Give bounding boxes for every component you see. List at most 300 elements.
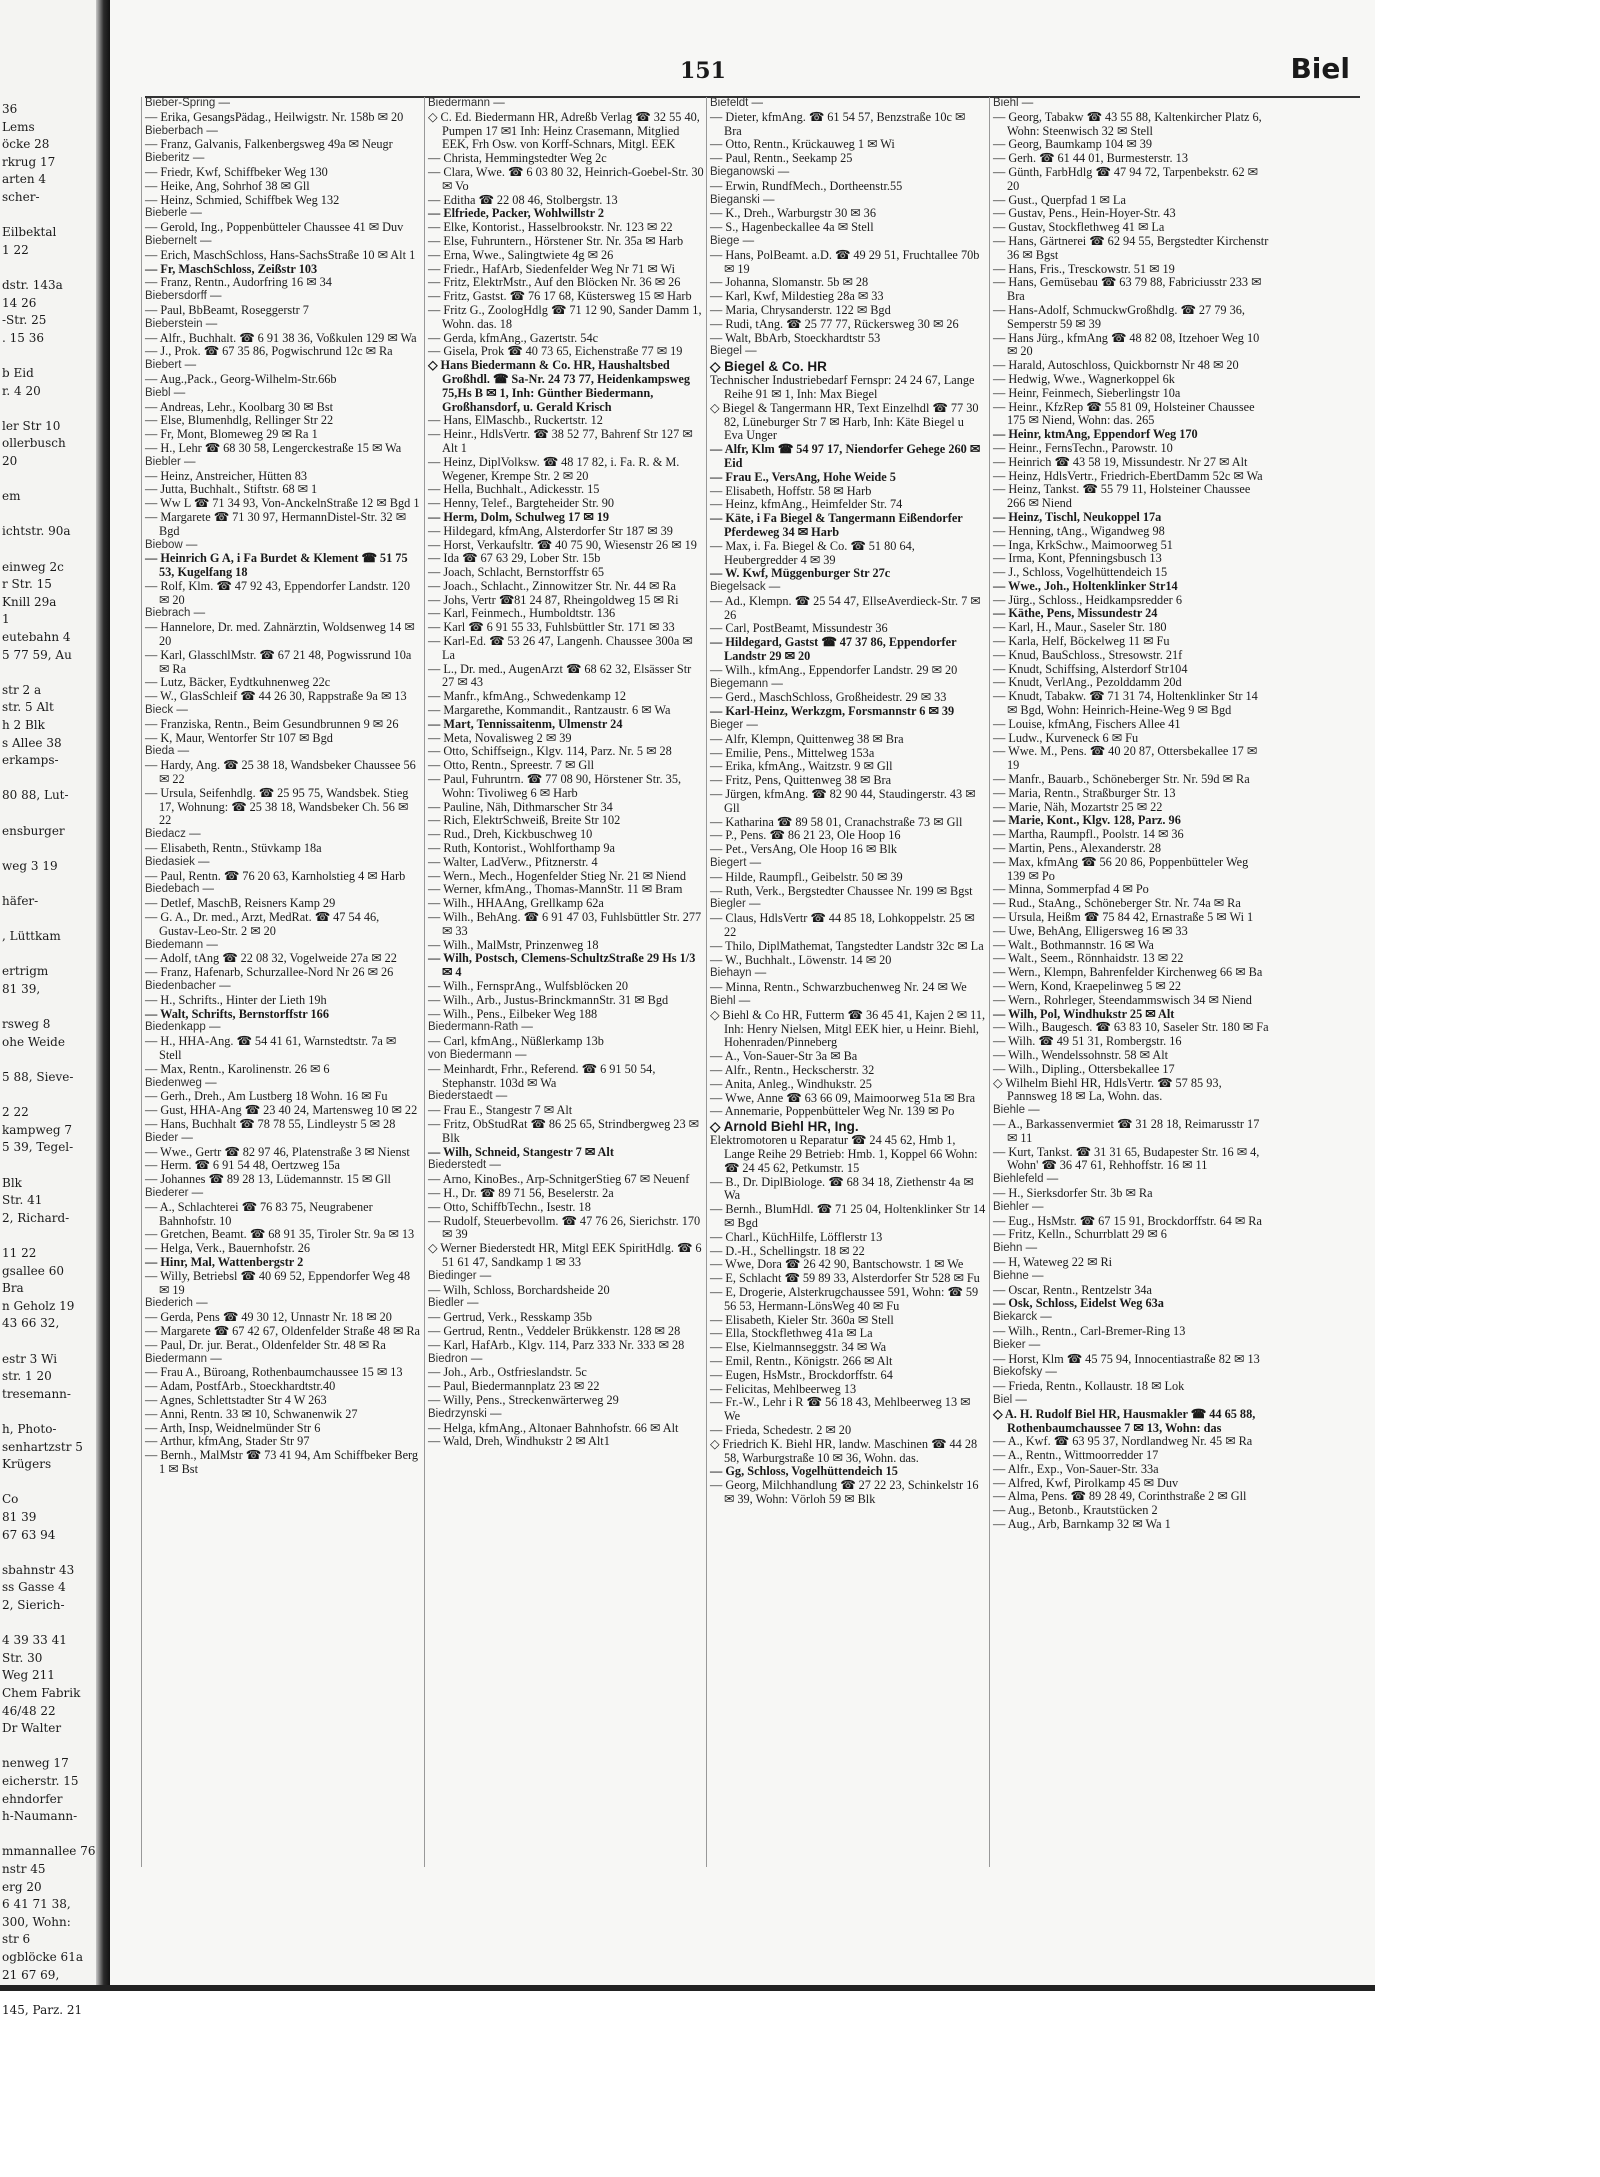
- directory-entry: — Ruth, Verk., Bergstedter Chaussee Nr. 199 ✉ Bgst: [710, 883, 973, 898]
- directory-entry: — H., HHA-Ang. ☎ 54 41 61, Warnstedtstr. 7a ✉ Stell: [145, 1034, 397, 1062]
- directory-entry: — Frieda, Schedestr. 2 ✉ 20: [710, 1422, 852, 1437]
- directory-entry: — Rudolf, Steuerbevollm. ☎ 47 76 26, Sierichstr. 170 ✉ 39: [428, 1213, 701, 1242]
- directory-entry: — Heinr, Feinmech, Sieberlingstr 10a: [993, 385, 1181, 400]
- left-page-line: 46/48 22: [2, 1703, 56, 1718]
- left-page-line: 81 39: [2, 1510, 37, 1524]
- directory-entry: — Heinr, ktmAng, Eppendorf Weg 170: [993, 427, 1198, 442]
- left-page-line: 6 41 71 38,: [2, 1897, 71, 1912]
- directory-entry: — Wilh, Pol, Windhukstr 25 ✉ Alt: [993, 1006, 1175, 1021]
- directory-entry: — Else, Fuhruntern., Hörstener Str. Nr. 35a ✉ Harb: [428, 233, 684, 248]
- directory-entry: — Alfr., Exp., Von-Sauer-Str. 33a: [993, 1461, 1159, 1476]
- directory-entry: — Pauline, Näh, Dithmarscher Str 34: [428, 799, 613, 814]
- directory-entry: — Knudt, Schiffsing, Alsterdorf Str104: [993, 661, 1188, 676]
- directory-entry: — Heinz, Anstreicher, Hütten 83: [145, 468, 308, 483]
- directory-entry: — Gg, Schloss, Vogelhüttendeich 15: [710, 1464, 898, 1479]
- directory-entry: — Karla, Helf, Böckelweg 11 ✉ Fu: [993, 634, 1170, 649]
- left-page-line: 11 22: [2, 1246, 37, 1260]
- directory-entry: Biedenkapp —: [145, 1021, 221, 1034]
- left-page-line: h, Photo-: [2, 1422, 57, 1436]
- directory-entry: Biehle —: [993, 1104, 1040, 1117]
- directory-entry: — Helga, kfmAng., Altonaer Bahnhofstr. 66 ✉ Alt: [428, 1420, 679, 1435]
- directory-entry: — K., Dreh., Warburgstr 30 ✉ 36: [710, 206, 876, 221]
- directory-entry: — Alfr, Klm ☎ 54 97 17, Niendorfer Gehege 260 ✉ Eid: [710, 442, 981, 470]
- directory-entry: — W. Kwf, Müggenburger Str 27c: [710, 566, 891, 581]
- left-page-line: s Allee 38: [2, 735, 62, 750]
- directory-entry: — Carl, PostBeamt, Missundestr 36: [710, 621, 888, 636]
- directory-entry: — Detlef, MaschB, Reisners Kamp 29: [145, 896, 336, 911]
- directory-entry: — Wilh., Baugesch. ☎ 63 83 10, Saseler Str. 180 ✉ Fa: [993, 1020, 1269, 1035]
- directory-entry: — Gerold, Ing., Poppenbütteler Chaussee 41 ✉ Duv: [145, 220, 404, 235]
- directory-entry: Biedasiek —: [145, 855, 210, 868]
- directory-entry: — Ella, Stockflethweg 41a ✉ La: [710, 1326, 873, 1341]
- left-page-line: ichtstr. 90a: [2, 524, 71, 539]
- directory-entry: — Heinrich ☎ 43 58 19, Missundestr. Nr 27 ✉ Alt: [993, 454, 1248, 469]
- left-page-line: 81 39,: [2, 982, 41, 996]
- left-page-line: Dr Walter: [2, 1721, 62, 1736]
- directory-entry: — Marie, Kont., Klgv. 128, Parz. 96: [993, 813, 1181, 828]
- directory-entry: — E, Schlacht ☎ 59 89 33, Alsterdorfer Str 528 ✉ Fu: [710, 1271, 980, 1286]
- directory-entry: Biebler —: [145, 455, 196, 468]
- directory-entry: — Karl, HafArb., Klgv. 114, Parz 333 Nr. 333 ✉ 28: [428, 1337, 685, 1352]
- directory-entry: — Elfriede, Packer, Wohlwillstr 2: [428, 206, 605, 221]
- directory-entry: — Rud., StaAng., Schöneberger Str. Nr. 74a ✉ Ra: [993, 896, 1241, 911]
- directory-entry: — Eug., HsMstr. ☎ 67 15 91, Brockdorffstr. 64 ✉ Ra: [993, 1213, 1262, 1228]
- directory-entry: — Hans, Gemüsebau ☎ 63 79 88, Fabriciusstr 233 ✉ Bra: [993, 275, 1262, 304]
- directory-entry: ◇ A. H. Rudolf Biel HR, Hausmakler ☎ 44 65 88, Rothenbaumchaussee 7 ✉ 13, Wohn: das: [993, 1406, 1256, 1435]
- left-page-line: gsallee 60: [2, 1263, 64, 1278]
- directory-entry: — Christa, Hemmingstedter Weg 2c: [428, 151, 607, 166]
- directory-entry: — Frau A., Büroang, Rothenbaumchaussee 15 ✉ 13: [145, 1365, 403, 1380]
- directory-entry: — Arno, KinoBes., Arp-SchnitgerStieg 67 ✉ Neuenf: [428, 1172, 690, 1187]
- directory-entry: — Wilh., Wendelssohnstr. 58 ✉ Alt: [993, 1047, 1169, 1062]
- directory-entry: — S., Hagenbeckallee 4a ✉ Stell: [710, 220, 874, 235]
- directory-entry: — Heinz, Schmied, Schiffbek Weg 132: [145, 192, 340, 207]
- directory-entry: — Hans-Adolf, SchmuckwGroßhdlg. ☎ 27 79 36, Semperstr 59 ✉ 39: [993, 302, 1246, 331]
- directory-entry: Biehler —: [993, 1200, 1044, 1213]
- directory-entry: — Fr.-W., Lehr i R ☎ 56 18 43, Mehlbeerweg 13 ✉ We: [710, 1395, 971, 1424]
- left-page-line: estr 3 Wi: [2, 1351, 58, 1366]
- directory-entry: — Lutz, Bäcker, Eydtkuhnenweg 22c: [145, 675, 331, 690]
- directory-entry: — Alfred, Kwf, Pirolkamp 45 ✉ Duv: [993, 1475, 1179, 1490]
- directory-entry: — Otto, Rentn., Krückauweg 1 ✉ Wi: [710, 137, 895, 152]
- directory-entry: Biehl —: [710, 995, 751, 1007]
- left-page-line: 14 26: [2, 295, 37, 310]
- directory-entry: — Osk, Schloss, Eidelst Weg 63a: [993, 1296, 1164, 1311]
- directory-entry: — Erika, GesangsPädag., Heilwigstr. Nr. 158b ✉ 20: [145, 109, 404, 124]
- directory-entry: — Wwe. M., Pens. ☎ 40 20 87, Ottersbekallee 17 ✉ 19: [993, 744, 1258, 773]
- left-page-line: str 2 a: [2, 682, 42, 697]
- directory-entry: Bieker —: [993, 1338, 1041, 1351]
- directory-entry: — Wilh., HHAAng, Grellkamp 62a: [428, 896, 604, 911]
- left-page-line: einweg 2c: [2, 559, 64, 574]
- directory-entry: — Andreas, Lehr., Koolbarg 30 ✉ Bst: [145, 399, 334, 414]
- directory-entry: — Ursula, Heißm ☎ 75 84 42, Ernastraße 5 ✉ Wi 1: [993, 910, 1254, 925]
- right-page: [110, 0, 1375, 1985]
- left-page-line: Weg 211: [2, 1668, 55, 1683]
- directory-entry: — Martin, Pens., Alexanderstr. 28: [993, 841, 1162, 856]
- directory-entry: — Louise, kfmAng, Fischers Allee 41: [993, 716, 1181, 731]
- directory-entry: — Karl-Ed. ☎ 53 26 47, Langenh. Chaussee 300a ✉ La: [428, 634, 693, 662]
- directory-entry: — Wwe., Joh., Holtenklinker Str14: [993, 578, 1178, 593]
- directory-entry: — Kurt, Tankst. ☎ 31 31 65, Budapester Str. 16 ✉ 4, Wohn' ☎ 36 47 61, Rehhoffstr. 16 ✉ 11: [993, 1144, 1260, 1173]
- left-page-line: ensburger: [2, 823, 65, 838]
- directory-entry: — Käte, i Fa Biegel & Tangermann Eißendorfer Pferdeweg 34 ✉ Harb: [710, 511, 963, 539]
- directory-entry: — Minna, Rentn., Schwarzbuchenweg Nr. 24 ✉ We: [710, 980, 967, 995]
- left-page-line: kampweg 7: [2, 1122, 72, 1137]
- directory-entry: — Oscar, Rentn., Rentzelstr 34a: [993, 1282, 1152, 1297]
- directory-entry: — Paul, Fuhruntrn. ☎ 77 08 90, Hörstener Str. 35, Wohn: Tivoliweg 6 ✉ Harb: [428, 772, 682, 800]
- column-4: [993, 97, 1269, 1867]
- directory-entry: — Aug., Betonb., Krautstücken 2: [993, 1503, 1158, 1518]
- directory-entry: Biel —: [993, 1393, 1027, 1406]
- directory-entry: — Gust, HHA-Ang ☎ 23 40 24, Martensweg 10 ✉ 22: [145, 1103, 418, 1118]
- directory-entry: — Fr, MaschSchloss, Zeißstr 103: [145, 261, 318, 276]
- directory-entry: — Heinz, Tischl, Neukoppel 17a: [993, 509, 1162, 524]
- left-page-line: 5 39, Tegel-: [2, 1140, 74, 1155]
- directory-entry: — Paul, Rentn. ☎ 76 20 63, Karnholstieg 4 ✉ Harb: [145, 868, 406, 883]
- left-page-line: rsweg 8: [2, 1017, 51, 1032]
- directory-entry: — A., Von-Sauer-Str 3a ✉ Ba: [710, 1049, 858, 1064]
- left-page-line: ertrigm: [2, 964, 49, 979]
- directory-entry: — H, Wateweg 22 ✉ Ri: [993, 1254, 1113, 1269]
- left-page-line: sbahnstr 43: [2, 1562, 75, 1577]
- left-page-line: ollerbusch: [2, 436, 66, 451]
- directory-entry: — Friedr., HafArb, Siedenfelder Weg Nr 71 ✉ Wi: [428, 261, 676, 276]
- directory-entry: Biedler —: [428, 1297, 479, 1310]
- directory-entry: — Else, Blumenhdlg, Rellinger Str 22: [145, 413, 334, 428]
- directory-entry: — Gisela, Prok ☎ 40 73 65, Eichenstraße 77 ✉ 19: [428, 344, 683, 359]
- left-page-line: erg 20: [2, 1879, 42, 1894]
- directory-entry: — Marie, Näh, Mozartstr 25 ✉ 22: [993, 799, 1163, 814]
- directory-entry: — Adolf, tAng ☎ 22 08 32, Vogelweide 27a ✉ 22: [145, 951, 397, 966]
- directory-entry: — Agnes, Schlettstadter Str 4 W 263: [145, 1392, 327, 1407]
- directory-entry: Bieger —: [710, 719, 758, 732]
- directory-entry: — Erika, kfmAng., Waitzstr. 9 ✉ Gll: [710, 759, 893, 774]
- directory-entry: — Käthe, Pens, Missundestr 24: [993, 606, 1158, 621]
- left-page-line: 5 88, Sieve-: [2, 1070, 74, 1084]
- directory-entry: — Manfr., Bauarb., Schöneberger Str. Nr. 59d ✉ Ra: [993, 772, 1250, 787]
- left-page-line: em: [2, 489, 21, 504]
- directory-entry: Bieberbach —: [145, 124, 218, 137]
- directory-entry: — Gerh., Dreh., Am Lustberg 18 Wohn. 16 ✉ Fu: [145, 1089, 388, 1104]
- directory-entry: — Anita, Anleg., Windhukstr. 25: [710, 1076, 872, 1091]
- directory-entry: — Wwe, Dora ☎ 26 42 90, Bantschowstr. 1 ✉ We: [710, 1257, 964, 1272]
- directory-entry: Biedebach —: [145, 883, 215, 896]
- directory-entry: — Erna, Wwe., Salingtwiete 4g ✉ 26: [428, 247, 614, 262]
- directory-entry: — Rud., Dreh, Kickbuschweg 10: [428, 827, 593, 842]
- directory-entry: — Elke, Kontorist., Hasselbrookstr. Nr. 123 ✉ 22: [428, 220, 673, 235]
- directory-entry: Biehlefeld —: [993, 1173, 1059, 1186]
- directory-entry: — Paul, Dr. jur. Berat., Oldenfelder Str. 48 ✉ Ra: [145, 1337, 386, 1352]
- directory-entry: — Knudt, VerlAng., Pezolddamm 20d: [993, 675, 1182, 690]
- directory-entry: — Bernh., BlumHdl. ☎ 71 25 04, Holtenklinker Str 14 ✉ Bgd: [710, 1202, 986, 1230]
- directory-entry: — Adam, PostfArb., Stoeckhardtstr.40: [145, 1379, 336, 1394]
- directory-entry: — Hans, Fris., Tresckowstr. 51 ✉ 19: [993, 261, 1175, 276]
- left-page-line: 20: [2, 454, 18, 468]
- directory-entry: — Minna, Sommerpfad 4 ✉ Po: [993, 882, 1149, 897]
- directory-entry: — Friedr, Kwf, Schiffbeker Weg 130: [145, 164, 328, 179]
- directory-entry: — Gust., Querpfad 1 ✉ La: [993, 192, 1126, 207]
- left-page-line: ehndorfer: [2, 1791, 63, 1806]
- directory-entry: — Gertrud, Rentn., Veddeler Brükkenstr. 128 ✉ 28: [428, 1323, 681, 1338]
- left-page-line: mmannallee 76: [2, 1844, 96, 1859]
- directory-entry: — Joach., Schlacht., Zinnowitzer Str. Nr. 44 ✉ Ra: [428, 578, 677, 593]
- left-page-line: Str. 30: [2, 1650, 43, 1665]
- directory-entry: — Gerda, kfmAng., Gazertstr. 54c: [428, 330, 599, 345]
- left-page-line: scher-: [2, 190, 40, 204]
- column-3: [710, 97, 986, 1867]
- left-page-line: 80 88, Lut-: [2, 788, 69, 803]
- directory-entry: Biedermann —: [145, 1352, 222, 1365]
- left-page-line: 1: [2, 612, 10, 627]
- directory-entry: — Gerda, Pens ☎ 49 30 12, Unnastr Nr. 18 ✉ 20: [145, 1310, 392, 1325]
- directory-entry: — Wern, Kond, Kraepelinweg 5 ✉ 22: [993, 979, 1182, 993]
- directory-entry: — Felicitas, Mehlbeerweg 13: [710, 1381, 857, 1396]
- directory-entry: — Herm. ☎ 6 91 54 48, Oertzweg 15a: [145, 1158, 340, 1173]
- directory-entry: — Arth, Insp, Weidnelmünder Str 6: [145, 1420, 321, 1435]
- directory-entry: — Wilh., FernsprAng., Wulfsblöcken 20: [428, 979, 629, 993]
- directory-entry: — Walt., Bothmannstr. 16 ✉ Wa: [993, 937, 1154, 952]
- directory-entry: — Wilh., kfmAng., Eppendorfer Landstr. 29 ✉ 20: [710, 662, 958, 677]
- directory-entry: — Gustav, Stockflethweg 41 ✉ La: [993, 220, 1165, 235]
- directory-entry: Biebert —: [145, 359, 197, 372]
- left-page-line: ler Str 10: [2, 418, 61, 433]
- directory-entry: ◇ Wilhelm Biehl HR, HdlsVertr. ☎ 57 85 93, Pannsweg 18 ✉ La, Wohn. das.: [993, 1075, 1222, 1104]
- directory-entry: — Günth, FarbHdlg ☎ 47 94 72, Tarpenbekstr. 62 ✉ 20: [993, 164, 1258, 193]
- directory-entry: — Otto, SchiffbTechn., Isestr. 18: [428, 1199, 591, 1214]
- directory-entry: — Knud, BauSchloss., Stresowstr. 21f: [993, 647, 1183, 662]
- directory-entry: — Gertrud, Verk., Resskamp 35b: [428, 1310, 593, 1325]
- directory-entry: — Maria, Rentn., Straßburger Str. 13: [993, 785, 1176, 800]
- directory-entry: — H., Lehr ☎ 68 30 58, Lengerckestraße 15 ✉ Wa: [145, 440, 402, 455]
- left-page-line: häfer-: [2, 894, 39, 908]
- directory-entry: — Georg, Tabakw ☎ 43 55 88, Kaltenkircher Platz 6, Wohn: Steenwisch 32 ✉ Stell: [993, 109, 1262, 138]
- directory-entry: — Mart, Tennissaitenm, Ulmenstr 24: [428, 716, 623, 731]
- directory-entry: Biegler —: [710, 898, 761, 911]
- left-page-line: 2, Sierich-: [2, 1598, 65, 1612]
- directory-entry: — J., Prok. ☎ 67 35 86, Pogwischrund 12c ✉ Ra: [145, 344, 393, 359]
- directory-entry: — Editha ☎ 22 08 46, Stolbergstr. 13: [428, 192, 618, 207]
- directory-entry: — Otto, Rentn., Spreestr. 7 ✉ Gll: [428, 758, 595, 773]
- directory-entry: — Wilh., BehAng. ☎ 6 91 47 03, Fuhlsbüttler Str. 277 ✉ 33: [428, 910, 702, 938]
- directory-entry: — Herm, Dolm, Schulweg 17 ✉ 19: [428, 509, 610, 524]
- directory-entry: — Walt, Schrifts, Bernstorffstr 166: [145, 1006, 329, 1021]
- directory-entry: — Paul, BbBeamt, Roseggerstr 7: [145, 302, 309, 317]
- left-page-line: str 6: [2, 1932, 31, 1947]
- directory-entry: — Max, Rentn., Karolinenstr. 26 ✉ 6: [145, 1061, 330, 1076]
- left-page-line: 300, Wohn:: [2, 1914, 71, 1929]
- directory-entry: — Wern., Klempn, Bahrenfelder Kirchenweg 66 ✉ Ba: [993, 965, 1263, 980]
- directory-entry: — Fritz G., ZoologHdlg ☎ 71 12 90, Sander Damm 1, Wohn. das. 18: [428, 302, 702, 331]
- directory-entry: — K, Maur, Wentorfer Str 107 ✉ Bgd: [145, 730, 333, 745]
- directory-entry: — Helga, Verk., Bauernhofstr. 26: [145, 1241, 311, 1256]
- directory-entry: — Wilh., Pens., Eilbeker Weg 188: [428, 1006, 598, 1021]
- directory-entry: Biehayn —: [710, 967, 767, 980]
- directory-entry: — Inga, KrkSchw., Maimoorweg 51: [993, 537, 1173, 552]
- directory-entry: Biebl —: [145, 386, 186, 399]
- directory-entry: — Franz, Hafenarb, Schurzallee-Nord Nr 26 ✉ 26: [145, 965, 394, 980]
- directory-entry: — Annemarie, Poppenbütteler Weg Nr. 139 ✉ Po: [710, 1104, 955, 1119]
- directory-entry: — Maria, Chrysanderstr. 122 ✉ Bgd: [710, 302, 891, 317]
- directory-entry: — Bernh., MalMstr ☎ 73 41 94, Am Schiffbeker Berg 1 ✉ Bst: [145, 1448, 419, 1476]
- directory-entry: — Rich, ElektrSchweiß, Breite Str 102: [428, 813, 621, 828]
- directory-entry: — Hans Jürg., kfmAng ☎ 48 82 08, Itzehoer Weg 10 ✉ 20: [993, 330, 1260, 359]
- directory-entry: — Fritz, Kelln., Schurrblatt 29 ✉ 6: [993, 1227, 1167, 1242]
- column-1: [145, 97, 421, 1867]
- directory-entry: Biehl —: [993, 97, 1034, 109]
- left-page-fragment: [0, 0, 100, 2017]
- left-page-line: Blk: [2, 1175, 22, 1190]
- directory-entry: — E, Drogerie, Alsterkrugchaussee 591, Wohn: ☎ 59 56 53, Hermann-LönsWeg 40 ✉ Fu: [710, 1284, 979, 1313]
- directory-entry: — Hildegard, kfmAng, Alsterdorfer Str 187 ✉ 39: [428, 523, 673, 538]
- directory-entry: — Alma, Pens. ☎ 89 28 49, Corinthstraße 2 ✉ Gll: [993, 1489, 1247, 1504]
- directory-entry: Biebow —: [145, 538, 198, 551]
- directory-entry: Biegert —: [710, 857, 762, 870]
- directory-entry: Bieganowski —: [710, 165, 790, 178]
- left-page-line: 1 22: [2, 242, 29, 257]
- page-number: 151: [680, 58, 726, 84]
- left-page-line: weg 3 19: [2, 858, 58, 873]
- directory-entry: Biegel —: [710, 345, 757, 358]
- directory-entry: — H., Schrifts., Hinter der Lieth 19h: [145, 992, 327, 1007]
- page-header: [110, 50, 1360, 90]
- directory-entry: — A., Schlachterei ☎ 76 83 75, Neugrabener Bahnhofstr. 10: [145, 1199, 373, 1228]
- directory-entry: Biedrzynski —: [428, 1407, 502, 1420]
- directory-entry: — Jürgen, kfmAng. ☎ 82 90 44, Staudingerstr. 43 ✉ Gll: [710, 787, 976, 815]
- directory-entry: ◇ Biegel & Tangermann HR, Text Einzelhdl ☎ 77 30 82, Lüneburger Str 7 ✉ Harb, Inh: Käte Biegel u Eva Unger: [710, 400, 979, 443]
- directory-entry: Biedacz —: [145, 828, 201, 841]
- directory-entry: — Wilh. ☎ 49 51 31, Rombergstr. 16: [993, 1034, 1182, 1049]
- directory-entry: — Charl., KüchHilfe, Löfflerstr 13: [710, 1229, 883, 1244]
- page-gutter: [96, 0, 110, 1985]
- directory-entry: — Karl-Heinz, Werkzgm, Forsmannstr 6 ✉ 39: [710, 704, 955, 719]
- left-page-line: 5 77 59, Au: [2, 647, 72, 662]
- directory-entry: — Willy, Betriebsl ☎ 40 69 52, Eppendorfer Weg 48 ✉ 19: [145, 1268, 410, 1297]
- directory-entry: — Walt., Seem., Rönnhaidstr. 13 ✉ 22: [993, 951, 1184, 966]
- directory-entry: — Wilh., Arb., Justus-BrinckmannStr. 31 ✉ Bgd: [428, 992, 669, 1007]
- directory-entry: — Heinr., KfzRep ☎ 55 81 09, Holsteiner Chaussee 175 ✉ Niend, Wohn: das. 265: [993, 399, 1255, 428]
- directory-entry: — Heinz, DiplVolksw. ☎ 48 17 82, i. Fa. R. & M. Wegener, Krempe Str. 2 ✉ 20: [428, 454, 680, 483]
- directory-entry: — Wilh., Dipling., Ottersbekallee 17: [993, 1061, 1175, 1076]
- directory-entry: — Alfr, Klempn, Quittenweg 38 ✉ Bra: [710, 731, 904, 746]
- directory-entry: Bieganski —: [710, 193, 775, 206]
- directory-entry: — Fritz, ObStudRat ☎ 86 25 65, Strindbergweg 23 ✉ Blk: [428, 1116, 699, 1145]
- directory-entry: — Meta, Novalisweg 2 ✉ 39: [428, 730, 572, 745]
- directory-entry: Biegelsack —: [710, 581, 781, 594]
- left-page-line: tresemann-: [2, 1386, 71, 1401]
- left-page-line: -Str. 25: [2, 313, 47, 328]
- directory-entry: ◇ C. Ed. Biedermann HR, Adreßb Verlag ☎ 32 55 40, Pumpen 17 ✉1 Inh: Heinz Crasemann, Mitglied EEK, Frh Osw. von Korff-Schnars, Mitgl. EEK: [428, 109, 700, 152]
- directory-entry: — Katharina ☎ 89 58 01, Cranachstraße 73 ✉ Gll: [710, 814, 963, 829]
- directory-entry: — Else, Kielmannseggstr. 34 ✉ Wa: [710, 1340, 887, 1355]
- directory-entry: — Joh., Arb., Ostfrieslandstr. 5c: [428, 1365, 587, 1380]
- directory-entry: Technischer Industriebedarf Fernspr: 24 24 67, Lange Reihe 91 ✉ 1, Inh: Max Biegel: [710, 373, 975, 401]
- left-page-line: 36: [2, 102, 18, 116]
- left-page-line: . 15 36: [2, 330, 44, 345]
- left-page-line: ogblöcke 61a: [2, 1950, 83, 1964]
- directory-entry: Biederer —: [145, 1186, 204, 1199]
- left-page-line: Eilbektal: [2, 225, 57, 240]
- directory-entry: — Wilh, Schneid, Stangestr 7 ✉ Alt: [428, 1144, 614, 1159]
- directory-entry: — Walter, LadVerw., Pfitznerstr. 4: [428, 854, 598, 869]
- directory-entry: — Hedwig, Wwe., Wagnerkoppel 6k: [993, 371, 1175, 386]
- directory-entry: ◇ Arnold Biehl HR, Ing.: [710, 1119, 859, 1135]
- directory-entry: — Thilo, DiplMathemat, Tangstedter Landstr 32c ✉ La: [710, 938, 984, 953]
- directory-entry: ◇ Werner Biederstedt HR, Mitgl EEK SpiritHdlg. ☎ 6 51 61 47, Sandkamp 1 ✉ 33: [428, 1241, 702, 1269]
- directory-entry: Bieberle —: [145, 207, 202, 220]
- directory-entry: — Ww L ☎ 71 34 93, Von-AnckelnStraße 12 ✉ Bgd 1: [145, 496, 420, 511]
- directory-entry: — Fritz, Gastst. ☎ 76 17 68, Küstersweg 15 ✉ Harb: [428, 289, 692, 304]
- directory-entry: — Wilh., MalMstr, Prinzenweg 18: [428, 937, 599, 952]
- directory-entry: Biedinger —: [428, 1269, 492, 1282]
- directory-entry: — Emilie, Pens., Mittelweg 153a: [710, 745, 875, 760]
- left-page-line: 4 39 33 41: [2, 1633, 67, 1648]
- directory-entry: — Arthur, kfmAng, Stader Str 97: [145, 1434, 310, 1449]
- directory-entry: — Aug., Arb, Barnkamp 32 ✉ Wa 1: [993, 1517, 1171, 1532]
- directory-entry: von Biedermann —: [428, 1048, 527, 1061]
- directory-entry: Biekofsky —: [993, 1366, 1057, 1379]
- left-page-line: öcke 28: [2, 137, 50, 152]
- directory-entry: — B., Dr. DiplBiologe. ☎ 68 34 18, Ziethenstr 4a ✉ Wa: [710, 1174, 974, 1203]
- directory-entry: — Johs, Vertr ☎81 24 87, Rheingoldweg 15 ✉ Ri: [428, 592, 679, 607]
- directory-entry: — Wilh, Postsch, Clemens-SchultzStraße 29 Hs 1/3 ✉ 4: [428, 951, 696, 980]
- left-page-line: Co: [2, 1492, 19, 1507]
- directory-entry: — Elisabeth, Kieler Str. 360a ✉ Stell: [710, 1312, 894, 1327]
- directory-entry: Bieberstein —: [145, 317, 218, 330]
- directory-entry: Bieck —: [145, 704, 188, 717]
- left-page-line: Knill 29a: [2, 594, 57, 609]
- left-page-line: , Lüttkam: [2, 929, 61, 944]
- directory-entry: — Hildegard, Gastst ☎ 47 37 86, Eppendorfer Landstr 29 ✉ 20: [710, 635, 957, 664]
- left-page-line: ohe Weide: [2, 1034, 65, 1049]
- directory-entry: Biefeldt —: [710, 97, 764, 109]
- directory-entry: — Otto, Schiffseign., Klgv. 114, Parz. Nr. 5 ✉ 28: [428, 744, 672, 759]
- directory-entry: — Joach, Schlacht, Bernstorffstr 65: [428, 565, 604, 580]
- directory-entry: — Hans, Buchhalt ☎ 78 78 55, Lindleystr 5 ✉ 28: [145, 1116, 396, 1131]
- directory-entry: — Gerh. ☎ 61 44 01, Burmesterstr. 13: [993, 151, 1188, 166]
- directory-entry: — Eugen, HsMstr., Brockdorffstr. 64: [710, 1367, 893, 1382]
- directory-entry: Biederich —: [145, 1297, 208, 1310]
- directory-entry: — Knudt, Tabakw. ☎ 71 31 74, Holtenklinker Str 14 ✉ Bgd, Wohn: Heinrich-Heine-Weg 9 ✉ Bgd: [993, 689, 1258, 718]
- left-page-line: eicherstr. 15: [2, 1774, 79, 1788]
- page-edge: [0, 1985, 1375, 1991]
- directory-entry: — Claus, HdlsVertr ☎ 44 85 18, Lohkoppelstr. 25 ✉ 22: [710, 911, 975, 940]
- directory-entry: — Gerd., MaschSchloss, Großheidestr. 29 ✉ 33: [710, 690, 947, 705]
- left-page-line: nenweg 17: [2, 1756, 69, 1771]
- directory-entry: — Hans, PolBeamt. a.D. ☎ 49 29 51, Fruchtallee 70b ✉ 19: [710, 247, 980, 276]
- directory-entry: — Elisabeth, Rentn., Stüvkamp 18a: [145, 841, 322, 856]
- directory-entry: — Werner, kfmAng., Thomas-MannStr. 11 ✉ Bram: [428, 882, 683, 897]
- directory-entry: — Heinr., HdlsVertr. ☎ 38 52 77, Bahrenf Str 127 ✉ Alt 1: [428, 427, 693, 455]
- directory-entry: — Fritz, ElektrMstr., Auf den Blöcken Nr. 36 ✉ 26: [428, 275, 681, 290]
- directory-entry: — Horst, Verkaufsltr. ☎ 40 75 90, Wiesenstr 26 ✉ 19: [428, 537, 697, 552]
- directory-entry: — Frieda, Rentn., Kollaustr. 18 ✉ Lok: [993, 1379, 1185, 1394]
- directory-entry: — Jutta, Buchhalt., Stiftstr. 68 ✉ 1: [145, 482, 318, 497]
- left-page-line: r Str. 15: [2, 577, 52, 592]
- directory-entry: — Alfr., Rentn., Heckscherstr. 32: [710, 1062, 875, 1077]
- directory-entry: — Erich, MaschSchloss, Hans-SachsStraße 10 ✉ Alt 1: [145, 247, 416, 262]
- left-page-line: Bra: [2, 1281, 24, 1296]
- left-page-line: r. 4 20: [2, 383, 41, 398]
- directory-entry: — Wilh, Schloss, Borchardsheide 20: [428, 1282, 610, 1297]
- directory-entry: Biebersdorff —: [145, 290, 222, 303]
- directory-entry: Biegemann —: [710, 677, 783, 690]
- directory-entry: — G. A., Dr. med., Arzt, MedRat. ☎ 47 54 46, Gustav-Leo-Str. 2 ✉ 20: [145, 910, 380, 938]
- directory-entry: — Heinz, kfmAng., Heimfelder Str. 74: [710, 497, 903, 512]
- directory-entry: — Wwe, Anne ☎ 63 66 09, Maimoorweg 51a ✉ Bra: [710, 1090, 976, 1105]
- directory-entry: Biebrach —: [145, 607, 206, 620]
- directory-entry: — Johanna, Slomanstr. 5b ✉ 28: [710, 275, 869, 290]
